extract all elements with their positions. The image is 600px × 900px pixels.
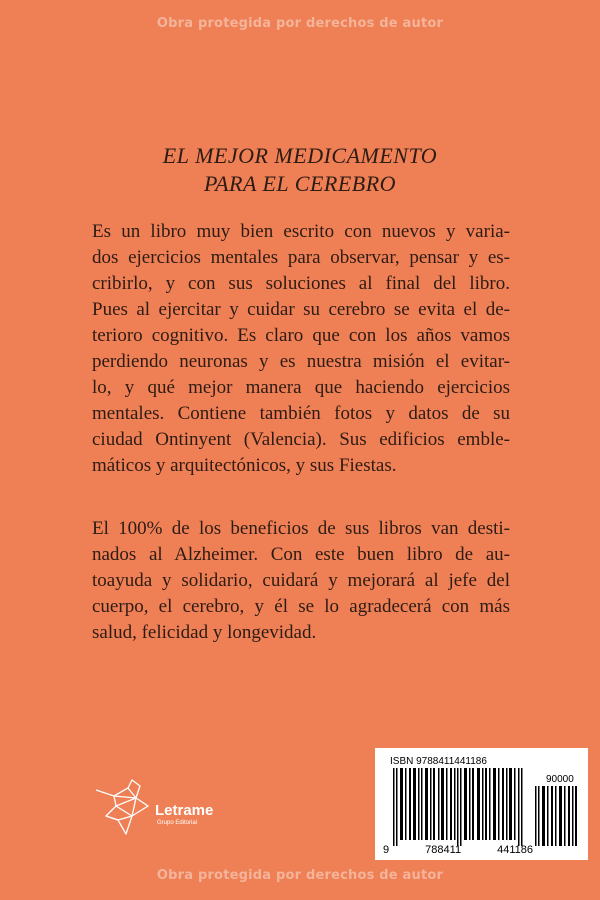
description-paragraph-1 <box>92 219 510 479</box>
text-line: cribirlo, y con sus soluciones al final del libro. <box>92 273 510 294</box>
barcode-digit-group: 441186 <box>497 844 533 856</box>
publisher-subtitle: Grupo Editorial <box>157 820 198 826</box>
isbn-label: ISBN 9788411441186 <box>390 756 487 767</box>
barcode-digit-group: 9 <box>383 844 390 856</box>
copyright-watermark-top: Obra protegida por derechos de autor <box>156 16 444 31</box>
isbn-barcode <box>375 748 588 860</box>
text-line: toayuda y solidario, cuidará y mejorará al jefe del <box>92 570 510 591</box>
text-line: nados al Alzheimer. Con este buen libro de au- <box>92 544 510 565</box>
price-code: 90000 <box>546 774 574 785</box>
copyright-watermark-bottom: Obra protegida por derechos de autor <box>156 868 444 883</box>
text-line: cuerpo, el cerebro, y él se lo agradecerá con más <box>92 596 510 617</box>
text-line: terioro cognitivo. Es claro que con los años vamos <box>92 325 510 346</box>
text-line: El 100% de los beneficios de sus libros van desti- <box>92 518 510 539</box>
title-line-2: PARA EL CEREBRO <box>203 171 397 196</box>
text-line: dos ejercicios mentales para observar, pensar y es- <box>92 247 510 268</box>
publisher-name: Letrame <box>155 802 214 819</box>
barcode-bars <box>385 768 581 846</box>
text-line: Es un libro muy bien escrito con nuevos y varia- <box>92 221 510 242</box>
text-line: máticos y arquitectónicos, y sus Fiestas. <box>92 455 397 476</box>
text-line: salud, felicidad y longevidad. <box>92 622 317 643</box>
barcode-digit-group: 788411 <box>425 844 462 856</box>
text-line: perdiendo neuronas y es nuestra misión el evitar- <box>92 351 510 372</box>
book-title <box>0 142 600 198</box>
barcode-digits <box>383 844 533 856</box>
text-line: mentales. Contiene también fotos y datos de su <box>92 403 510 424</box>
text-line: Pues al ejercitar y cuidar su cerebro se evita el de- <box>92 299 510 320</box>
description-paragraph-2 <box>92 516 510 646</box>
title-line-1: EL MEJOR MEDICAMENTO <box>162 143 438 168</box>
text-line: ciudad Ontinyent (Valencia). Sus edificios emble- <box>92 429 510 450</box>
text-line: lo, y qué mejor manera que haciendo ejercicios <box>92 377 510 398</box>
